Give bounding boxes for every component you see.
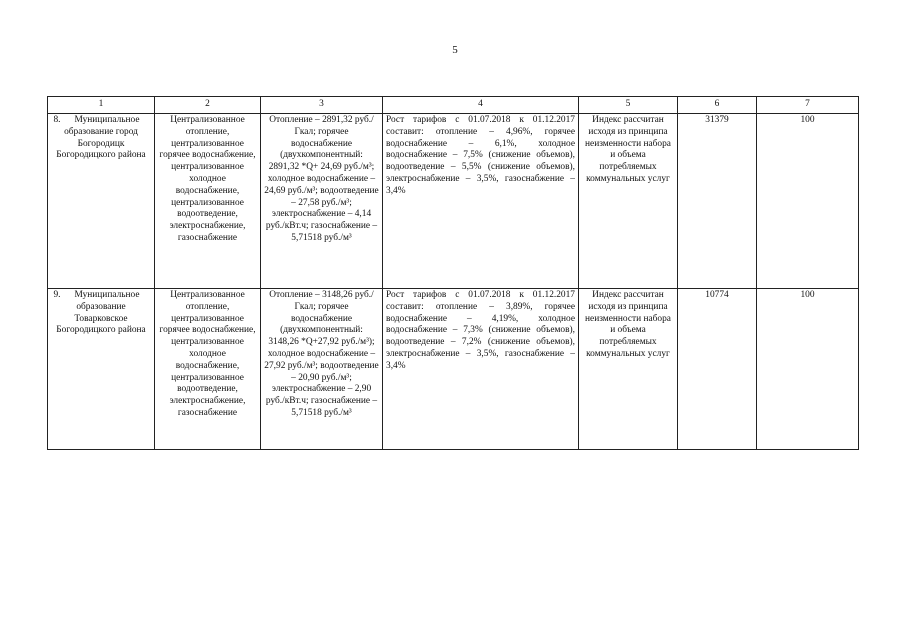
tariff-table <box>47 96 859 450</box>
municipality-name: Муниципальное образование город Богородицк Богородицкого района <box>56 115 146 161</box>
table-row <box>48 289 859 450</box>
column-header: 2 <box>155 97 261 114</box>
tariffs-cell: Отопление – 3148,26 руб./Гкал; горячее водоснабжение (двухкомпонентный: 3148,26 *Q+27,92 руб./м³); холодное водоснабжение – 27,92 руб./м³; водоотведение – 20,90 руб./м³; электроснабжение – 2,90 руб./кВт.ч; газоснабжение – 5,71518 руб./м³ <box>261 289 383 450</box>
growth-cell: Рост тарифов с 01.07.2018 к 01.12.2017 составит: отопление – 4,96%, горячее водоснабжение – 6,1%, холодное водоснабжение – 7,5% (снижение объемов), водоотведение – 5,5% (снижение объемов), электроснабжение – 3,5%, газоснабжение – 3,4% <box>383 114 579 289</box>
services-cell: Централизованное отопление, централизованное горячее водоснабжение, централизованное холодное водоснабжение, централизованное водоотведение, электроснабжение, газоснабжение <box>155 114 261 289</box>
municipality-cell <box>48 114 155 289</box>
services-cell: Централизованное отопление, централизованное горячее водоснабжение, централизованное холодное водоснабжение, централизованное водоотведение, электроснабжение, газоснабжение <box>155 289 261 450</box>
page-number: 5 <box>452 44 458 56</box>
row-index: 9. <box>53 290 61 300</box>
index-basis-cell: Индекс рассчитан исходя из принципа неизменности набора и объема потребляемых коммунальных услуг <box>579 289 678 450</box>
column-header: 7 <box>757 97 859 114</box>
percent-cell: 100 <box>757 114 859 289</box>
municipality-name: Муниципальное образование Товарковское Богородицкого района <box>56 290 146 336</box>
column-header: 6 <box>678 97 757 114</box>
municipality-cell <box>48 289 155 450</box>
index-basis-cell: Индекс рассчитан исходя из принципа неизменности набора и объема потребляемых коммунальных услуг <box>579 114 678 289</box>
tariffs-cell: Отопление – 2891,32 руб./Гкал; горячее водоснабжение (двухкомпонентный: 2891,32 *Q+ 24,69 руб./м³; холодное водоснабжение – 24,69 руб./м³; водоотведение – 27,58 руб./м³; электроснабжение – 4,14 руб./кВт.ч; газоснабжение – 5,71518 руб./м³ <box>261 114 383 289</box>
population-cell: 10774 <box>678 289 757 450</box>
table-row <box>48 114 859 289</box>
table-header-row <box>48 97 859 114</box>
row-index: 8. <box>53 115 61 125</box>
column-header: 5 <box>579 97 678 114</box>
column-header: 3 <box>261 97 383 114</box>
column-header: 1 <box>48 97 155 114</box>
percent-cell: 100 <box>757 289 859 450</box>
column-header: 4 <box>383 97 579 114</box>
population-cell: 31379 <box>678 114 757 289</box>
growth-cell: Рост тарифов с 01.07.2018 к 01.12.2017 составит: отопление – 3,89%, горячее водоснабжение – 4,19%, холодное водоснабжение – 7,3% (снижение объемов), водоотведение – 7,2% (снижение объемов), электроснабжение – 3,5%, газоснабжение – 3,4% <box>383 289 579 450</box>
